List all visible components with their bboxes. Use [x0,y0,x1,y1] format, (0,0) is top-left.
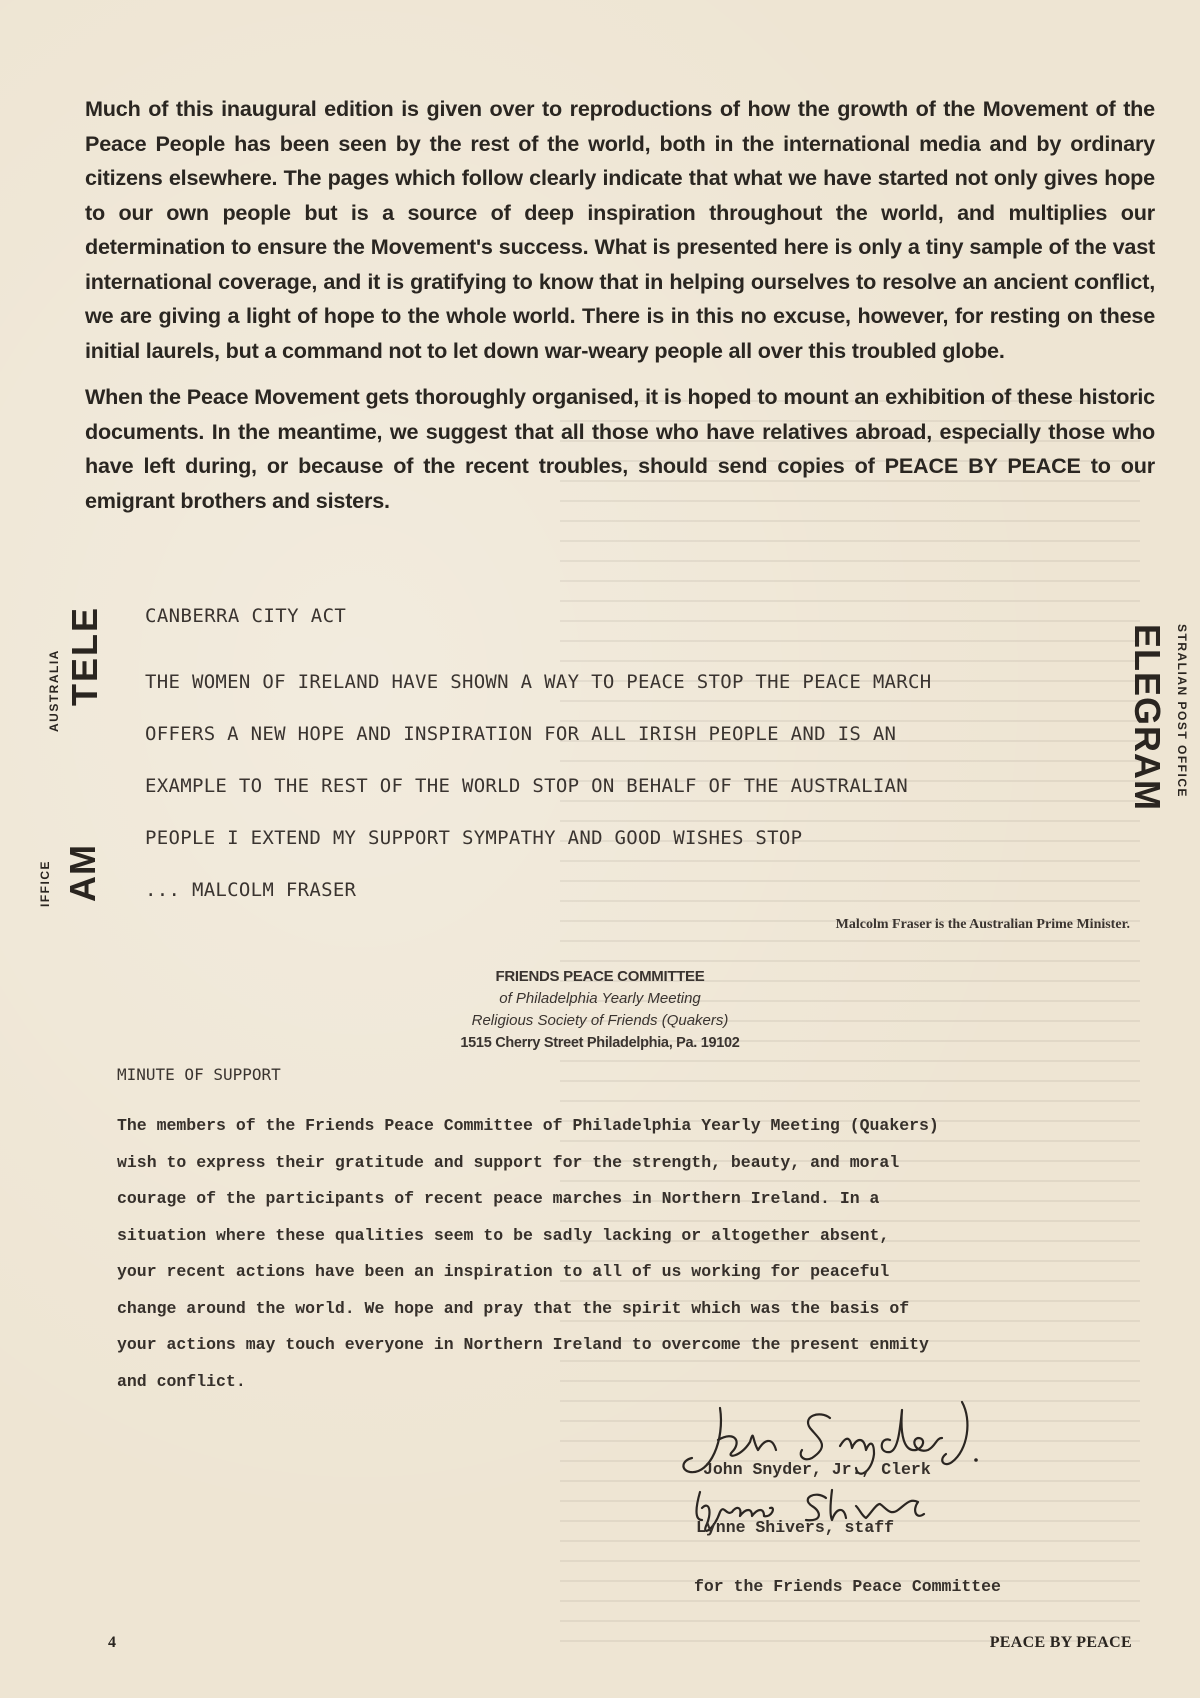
telegram-margin-elegram: ELEGRAM [1127,624,1168,811]
minute-line: your recent actions have been an inspiration to all of us working for peaceful [117,1262,890,1281]
minute-line: your actions may touch everyone in Northern Ireland to overcome the present enmity [117,1335,929,1354]
signer-2: Lynne Shivers, staff [696,1518,895,1537]
letterhead-org: FRIENDS PEACE COMMITTEE [495,968,705,985]
minute-line: courage of the participants of recent peace marches in Northern Ireland. In a [117,1189,880,1208]
minute-line: change around the world. We hope and pray that the spirit which was the basis of [117,1298,910,1318]
telegram-line: PEOPLE I EXTEND MY SUPPORT SYMPATHY AND GOOD WISHES STOP [145,827,803,849]
publication-title: PEACE BY PEACE [989,1634,1132,1651]
intro-paragraph-1: Much of this inaugural edition is given over to reproductions of how the growth of the Movement of the Peace People has been seen by the rest of the world, both in the international media and by ordinary citizens elsewhere. The pages which follow clearly indicate that what we have started not only gives hope to our own people but is a source of deep inspiration throughout the world, and multiplies our determination to ensure the Movement's success. What is presented here is only a tiny sample of the vast international coverage, and it is gratifying to know that in helping ourselves to resolve an ancient conflict, we are giving a light of hope to the whole world. There is in this no excuse, however, for resting on these initial laurels, but a command not to let down war-weary people all over this troubled globe. [85,96,1155,363]
letterhead-meeting: of Philadelphia Yearly Meeting [499,990,701,1007]
page-number: 4 [108,1634,116,1651]
signer-1: John Snyder, Jr., Clerk [703,1460,931,1479]
telegram-line: THE WOMEN OF IRELAND HAVE SHOWN A WAY TO PEACE STOP THE PEACE MARCH [145,671,932,693]
minute-line: wish to express their gratitude and support for the strength, beauty, and moral [117,1152,900,1172]
telegram-caption: Malcolm Fraser is the Australian Prime Minister. [835,917,1130,932]
telegram-signoff: ... MALCOLM FRASER [145,879,357,901]
telegram-destination: CANBERRA CITY ACT [145,605,347,627]
intro-text [85,92,1155,530]
telegram-line: OFFERS A NEW HOPE AND INSPIRATION FOR ALL IRISH PEOPLE AND IS AN [145,723,897,745]
telegram-margin-post-office: STRALIAN POST OFFICE [1175,624,1189,798]
telegram-margin-tele: TELE [64,605,105,706]
telegram-line: EXAMPLE TO THE REST OF THE WORLD STOP ON BEHALF OF THE AUSTRALIAN [145,775,909,797]
minute-heading: MINUTE OF SUPPORT [117,1065,281,1084]
minute-body [117,1108,1147,1400]
intro-paragraph-2: When the Peace Movement gets thoroughly organised, it is hoped to mount an exhibition of these historic documents. In the meantime, we suggest that all those who have relatives abroad, especially those who have left during, or because of the recent troubles, should send copies of PEACE BY PEACE to our emigrant brothers and sisters. [85,384,1155,513]
telegram-margin-australia: AUSTRALIA [47,649,61,732]
signature-closing: for the Friends Peace Committee [694,1577,1001,1596]
minute-line: and conflict. [117,1371,246,1391]
letterhead-society: Religious Society of Friends (Quakers) [471,1012,729,1029]
letterhead [330,966,870,1054]
minute-line: situation where these qualities seem to be sadly lacking or altogether absent, [117,1225,890,1245]
minute-line: The members of the Friends Peace Committee of Philadelphia Yearly Meeting (Quakers) [117,1116,939,1135]
telegram-margin-iffice: IFFICE [38,860,52,907]
telegram-margin-am: AM [62,844,103,902]
letterhead-address: 1515 Cherry Street Philadelphia, Pa. 19102 [460,1035,740,1051]
